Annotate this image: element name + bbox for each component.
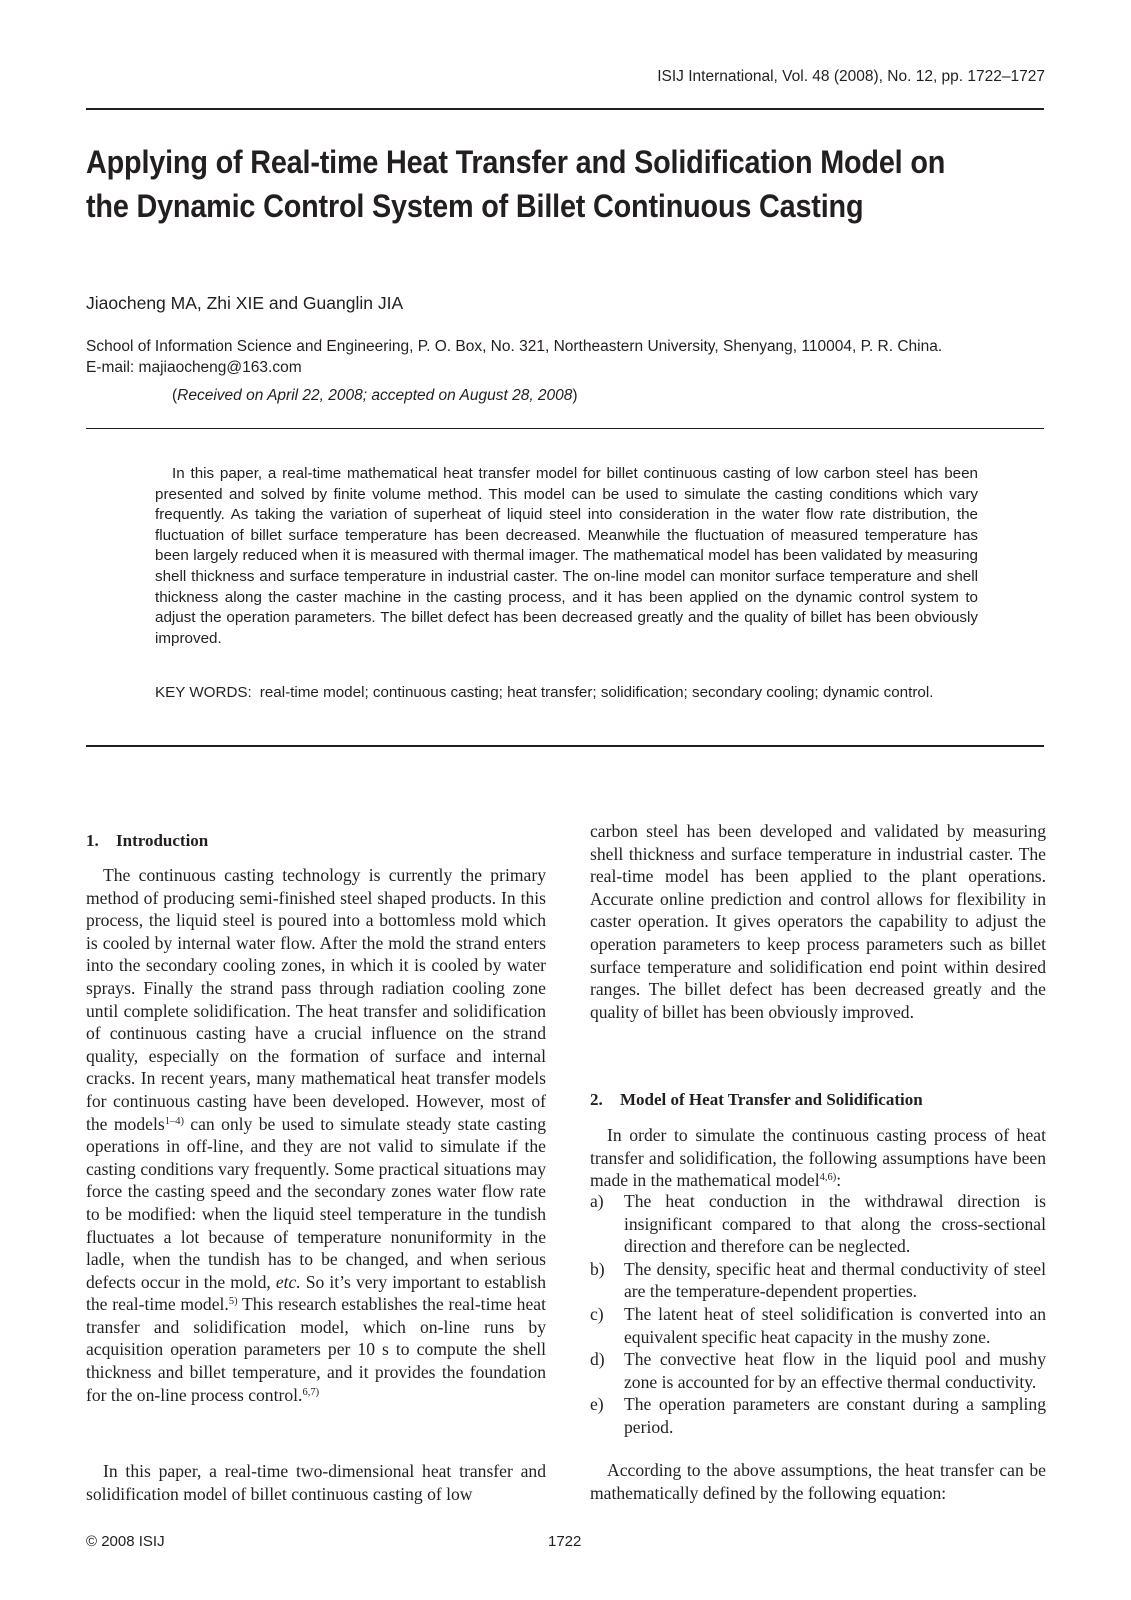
section-1-number: 1. (86, 831, 99, 850)
list-item-label: c) (590, 1303, 604, 1324)
list-item-text: The density, specific heat and thermal conductivity of steel are the temperature-dependent properties. (624, 1258, 1046, 1302)
model-paragraph-2 (590, 1459, 1046, 1504)
title-line-1: Applying of Real-time Heat Transfer and Solidification Model on (86, 144, 946, 180)
list-item (590, 1258, 1046, 1303)
affiliation-address: School of Information Science and Engineering, P. O. Box, No. 321, Northeastern University, Shenyang, 110004, P. R. China. (86, 338, 943, 355)
abstract (155, 464, 978, 649)
intro-paragraph-2 (86, 1460, 546, 1505)
keywords (155, 683, 978, 704)
section-2-title: Model of Heat Transfer and Solidification (620, 1090, 923, 1109)
intro-paragraph-2-continued (590, 820, 1046, 1023)
list-item-text: The heat conduction in the withdrawal direction is insignificant compared to that along the cross-sectional direction and therefore can be neglected. (624, 1191, 1046, 1257)
citation-6-7: 6,7) (302, 1386, 320, 1398)
intro-text-b: can only be used to simulate steady state casting operations in off-line, and they are not valid to simulate if the casting conditions vary frequently. Some practical situations may force the casting speed and the secondary zones water flow rate to be modified: when the liquid steel temperature in the tundish fluctuates a lot because of temperature nonuniformity in the ladle, when the tundish has to be changed, and when serious defects occur in the mold, (86, 1113, 547, 1292)
section-1-heading (86, 830, 208, 853)
keywords-list: real-time model; continuous casting; heat transfer; solidification; secondary cooling; dynamic control. (259, 684, 934, 701)
journal-reference: ISIJ International, Vol. 48 (2008), No. 12, pp. 1722–1727 (657, 68, 1045, 85)
section-2-heading (590, 1089, 923, 1112)
paper-title (86, 140, 950, 228)
intro-paragraph-2-text: In this paper, a real-time two-dimensional heat transfer and solidification model of billet continuous casting of low (86, 1461, 546, 1504)
list-item-text: The latent heat of steel solidification is converted into an equivalent specific heat capacity in the mushy zone. (624, 1303, 1046, 1347)
model-text-end: : (836, 1170, 842, 1191)
abstract-text: In this paper, a real-time mathematical heat transfer model for billet continuous casting of low carbon steel has been presented and solved by finite volume method. This model can be used to simulate the casting conditions which vary frequently. As taking the variation of superheat of liquid steel into consideration in the water flow rate distribution, the fluctuation of billet surface temperature has been decreased. Meanwhile the fluctuation of measured temperature has been largely reduced when it is measured with thermal imager. The mathematical model has been validated by measuring shell thickness and surface temperature in industrial caster. The on-line model can monitor surface temperature and shell thickness along the caster machine in the casting process, and it has been applied on the dynamic control system to adjust the operation parameters. The billet defect has been decreased greatly and the quality of billet has been obviously improved. (155, 465, 978, 647)
section-2-number: 2. (590, 1090, 603, 1109)
list-item (590, 1190, 1046, 1258)
list-item-text: The convective heat flow in the liquid pool and mushy zone is accounted for by an effective thermal conductivity. (624, 1349, 1046, 1392)
list-item-text: The operation parameters are constant during a sampling period. (624, 1394, 1046, 1437)
intro-paragraph-1 (86, 864, 546, 1406)
intro-etc: etc. (275, 1271, 301, 1292)
copyright-notice: © 2008 ISIJ (86, 1533, 165, 1550)
title-line-2: the Dynamic Control System of Billet Continuous Casting (86, 188, 864, 224)
list-item-label: a) (590, 1191, 604, 1211)
list-item (590, 1348, 1046, 1393)
intro-text-a: The continuous casting technology is currently the primary method of producing semi-finished steel shaped products. In this process, the liquid steel is poured into a bottomless mold which is cooled by internal water flow. After the mold the strand enters into the secondary cooling zones, in which it is cooled by water sprays. Finally the strand pass through radiation cooling zone until complete solidification. The heat transfer and solidification of continuous casting have a crucial influence on the strand quality, especially on the formation of surface and internal cracks. In recent years, many mathematical heat transfer models for continuous casting have been developed. However, most of the models (86, 865, 546, 1134)
header-rule (86, 108, 1044, 110)
citation-5: 5) (228, 1296, 238, 1308)
intro-text-d: This research establishes the real-time heat transfer and solidification model, which on-line runs by acquisition operation parameters per 10 s to compute the shell thickness and billet temperature, and it provides the foundation for the on-line process control. (86, 1294, 546, 1405)
abstract-top-rule (86, 428, 1044, 429)
abstract-bottom-rule (86, 745, 1044, 747)
affiliation-email: E-mail: majiaocheng@163.com (86, 359, 302, 376)
list-item-label: d) (590, 1349, 605, 1370)
list-item-label: e) (590, 1394, 604, 1415)
citation-4-6: 4,6) (819, 1172, 837, 1184)
intro-continued-text: carbon steel has been developed and validated by measuring shell thickness and surface temperature in industrial caster. The real-time model has been applied to the plant operations. Accurate online prediction and control allows for flexibility in caster operation. It gives operators the capability to adjust the operation parameters to keep process parameters such as billet surface temperature and solidification end point within desired ranges. The billet defect has been decreased greatly and the quality of billet has been obviously improved. (590, 821, 1046, 1022)
list-item-label: b) (590, 1258, 605, 1279)
author-list: Jiaocheng MA, Zhi XIE and Guanglin JIA (86, 293, 404, 313)
list-item (590, 1303, 1046, 1348)
model-paragraph-1 (590, 1124, 1046, 1192)
model-paragraph-2-text: According to the above assumptions, the heat transfer can be mathematically defined by the following equation: (590, 1460, 1046, 1503)
keywords-label: KEY WORDS: (155, 684, 252, 701)
model-text: In order to simulate the continuous casting process of heat transfer and solidification, the following assumptions have been made in the mathematical model (590, 1125, 1046, 1191)
received-dates: (Received on April 22, 2008; accepted on August 28, 2008) (172, 387, 578, 404)
list-item (590, 1393, 1046, 1438)
assumption-list (590, 1190, 1046, 1439)
citation-1-4: 1–4) (164, 1115, 184, 1127)
received-text: Received on April 22, 2008; accepted on August 28, 2008 (177, 387, 573, 404)
affiliation (86, 336, 1046, 378)
section-1-title: Introduction (116, 831, 209, 850)
page-number: 1722 (548, 1533, 582, 1550)
intro-text-c: So it’s very important to establish the real-time model. (86, 1271, 546, 1315)
